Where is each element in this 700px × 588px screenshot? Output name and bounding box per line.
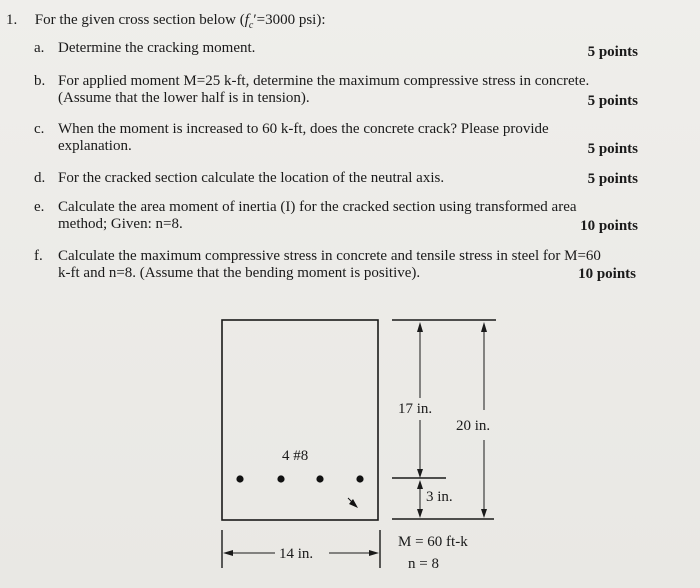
part-a-line-1: Determine the cracking moment. — [58, 40, 256, 56]
part-b-letter: b. — [34, 73, 46, 89]
modular-ratio-label: n = 8 — [408, 556, 439, 572]
dim-3-label: 3 in. — [426, 489, 453, 505]
rebar-2 — [277, 475, 284, 482]
dim-3-arrow-top — [417, 480, 423, 489]
part-f-points: 10 points — [578, 266, 636, 282]
part-d-points: 5 points — [587, 171, 638, 187]
dim-3-arrow-bottom — [417, 509, 423, 518]
part-d-letter: d. — [34, 170, 46, 186]
fc-symbol: f — [244, 12, 249, 28]
part-b-line-1: For applied moment M=25 k-ft, determine the maximum compressive stress in concrete. — [58, 73, 590, 89]
dim-20-label: 20 in. — [456, 418, 491, 434]
dim-17-arrow-bottom — [417, 469, 423, 478]
part-e-letter: e. — [34, 199, 45, 215]
moment-label: M = 60 ft-k — [398, 534, 468, 550]
dim-14-arrow-right — [369, 550, 379, 556]
part-e-line-1: Calculate the area moment of inertia (I) for the cracked section using transformed area — [58, 199, 577, 215]
part-e-line-2: method; Given: n=8. — [58, 216, 183, 232]
stem-text-b: =3000 psi): — [256, 12, 326, 28]
rebar-4 — [356, 475, 363, 482]
dim-17-label: 17 in. — [398, 401, 433, 417]
part-f-line-1: Calculate the maximum compressive stress in concrete and tensile stress in steel for M=60 — [58, 248, 601, 264]
dim-17-arrow-top — [417, 322, 423, 332]
beam-section — [222, 320, 378, 520]
rebar-1 — [236, 475, 243, 482]
part-a-letter: a. — [34, 40, 45, 56]
part-c-points: 5 points — [587, 141, 638, 157]
fc-prime: ′ — [253, 12, 257, 28]
stem-text-a: For the given cross section below ( — [34, 12, 245, 28]
part-b-line-2: (Assume that the lower half is in tension). — [58, 90, 310, 106]
part-f-letter: f. — [34, 248, 43, 264]
dim-20-arrow-bottom — [481, 509, 487, 518]
dim-20-arrow-top — [481, 322, 487, 332]
part-b-points: 5 points — [587, 93, 638, 109]
part-c-line-1: When the moment is increased to 60 k-ft, does the concrete crack? Please provide — [58, 121, 549, 137]
rebar-3 — [316, 475, 323, 482]
part-d-line-1: For the cracked section calculate the location of the neutral axis. — [58, 170, 445, 186]
question-number: 1. — [6, 12, 18, 28]
part-c-line-2: explanation. — [58, 138, 132, 154]
part-f-line-2: k-ft and n=8. (Assume that the bending moment is positive). — [58, 265, 421, 281]
fc-subscript: c — [248, 20, 254, 31]
part-c-letter: c. — [34, 121, 45, 137]
part-e-points: 10 points — [580, 218, 638, 234]
bars-label: 4 #8 — [282, 448, 309, 464]
dim-14-label: 14 in. — [279, 546, 314, 562]
dim-14-arrow-left — [223, 550, 233, 556]
part-a-points: 5 points — [587, 44, 638, 60]
